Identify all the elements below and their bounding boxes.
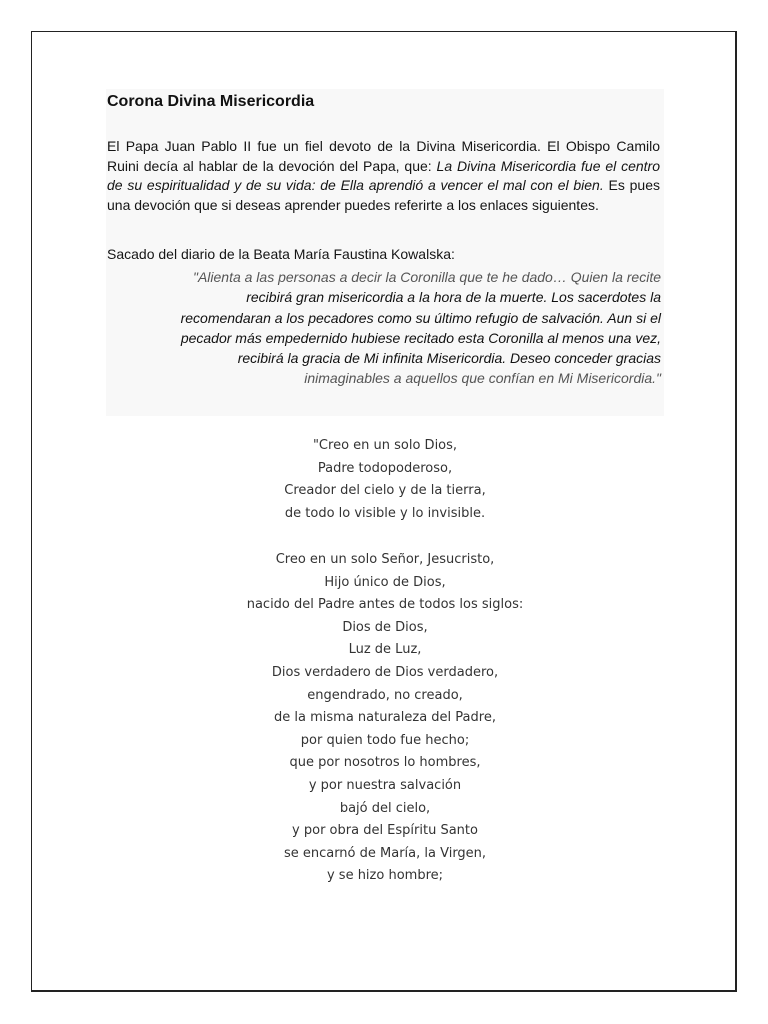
creed-line: Dios verdadero de Dios verdadero, bbox=[271, 664, 499, 680]
page-title: Corona Divina Misericordia bbox=[107, 93, 315, 110]
creed-line: Luz de Luz, bbox=[348, 642, 422, 658]
creed-line: Creador del cielo y de la tierra, bbox=[284, 483, 486, 499]
creed-line: de todo lo visible y lo invisible. bbox=[284, 505, 486, 521]
intro-text-1: El Papa Juan Pablo II fue un fiel devoto de la Divina Misericordia. El Obispo Camilo Ruini decía al hablar de la devoción del Papa, que: bbox=[107, 138, 660, 174]
source-line: Sacado del diario de la Beata María Faustina Kowalska: bbox=[107, 246, 455, 262]
creed-line: "Creo en un solo Dios, bbox=[312, 438, 458, 453]
creed-line: Dios de Dios, bbox=[342, 619, 428, 635]
creed-line: bajó del cielo, bbox=[339, 800, 431, 816]
quote-line-6: inimaginables a aquellos que confían en Mi Misericordia." bbox=[304, 370, 661, 387]
creed-line: de la misma naturaleza del Padre, bbox=[274, 710, 496, 726]
faustina-quote bbox=[107, 267, 661, 389]
creed-line: Creo en un solo Señor, Jesucristo, bbox=[275, 552, 495, 567]
creed-stanza-1 bbox=[106, 435, 664, 525]
creed-line: que por nosotros lo hombres, bbox=[289, 755, 481, 771]
creed-line: por quien todo fue hecho; bbox=[300, 732, 470, 748]
creed-line: Padre todopoderoso, bbox=[317, 460, 453, 476]
creed-line: Hijo único de Dios, bbox=[324, 574, 446, 590]
creed-stanza-2 bbox=[106, 549, 664, 888]
quote-line-5: recibirá la gracia de Mi infinita Misericordia. Deseo conceder gracias bbox=[237, 350, 661, 367]
creed-line: nacido del Padre antes de todos los siglos: bbox=[246, 597, 524, 613]
creed-line: se encarnó de María, la Virgen, bbox=[283, 845, 487, 861]
intro-paragraph bbox=[107, 137, 660, 215]
quote-line-4: pecador más empedernido hubiese recitado esta Coronilla al menos una vez, bbox=[180, 329, 661, 346]
quote-line-3: recomendaran a los pecadores como su último refugio de salvación. Aun si el bbox=[180, 309, 661, 326]
intro-text-2: Es pues una devoción que si deseas aprender puedes referirte a los enlaces siguientes. bbox=[107, 177, 661, 213]
creed-line: y por obra del Espíritu Santo bbox=[292, 823, 478, 839]
creed-line: engendrado, no creado, bbox=[307, 687, 463, 703]
quote-line-1: "Alienta a las personas a decir la Coronilla que te he dado… Quien la recite bbox=[192, 269, 661, 285]
intro-quote-italic: La Divina Misericordia fue el centro de su espiritualidad y de su vida: de Ella aprendió a vencer el mal con el bien. bbox=[107, 157, 661, 193]
quote-line-2: recibirá gran misericordia a la hora de la muerte. Los sacerdotes la bbox=[246, 289, 661, 306]
creed-line: y se hizo hombre; bbox=[326, 868, 444, 884]
creed-line: y por nuestra salvación bbox=[308, 777, 462, 793]
